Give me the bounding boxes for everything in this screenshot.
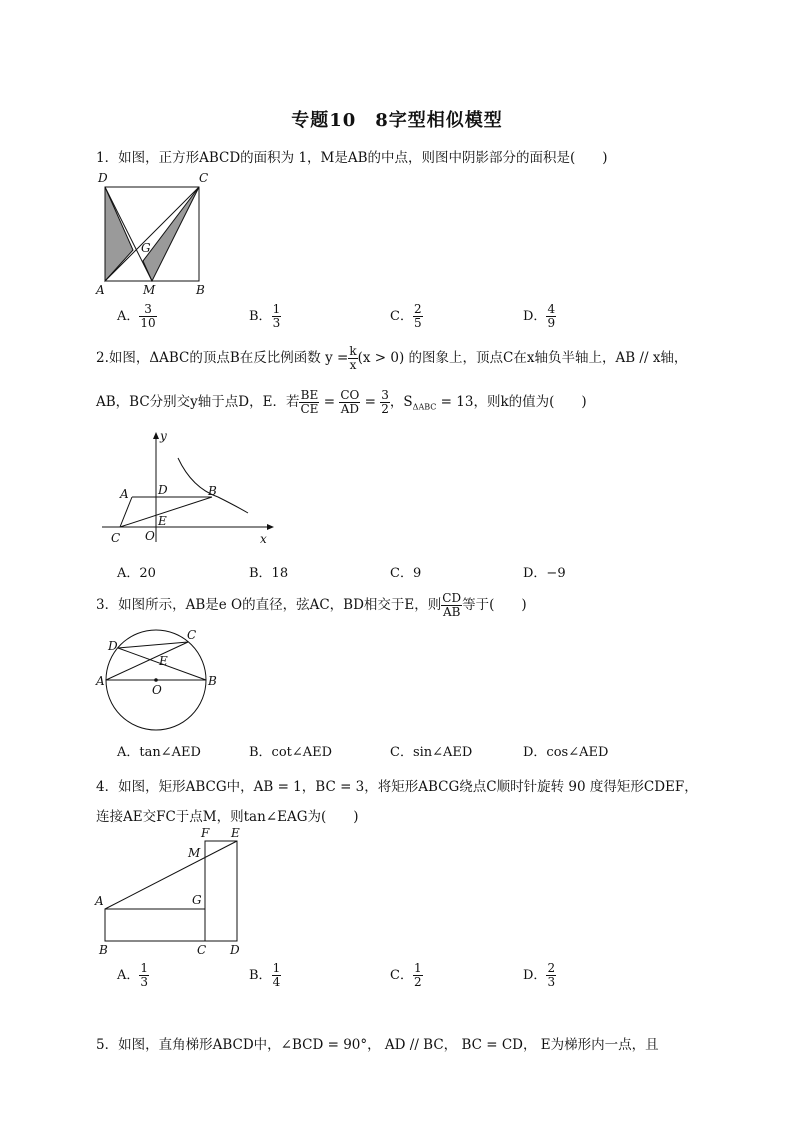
q3-label-o: O xyxy=(152,683,162,697)
q4-label-a: A xyxy=(95,894,104,908)
q3-option-d: D．cos∠AED xyxy=(523,745,609,760)
q4-label-e: E xyxy=(231,826,240,840)
q1-option-d: D． $\frac{4}{9}$ xyxy=(523,302,556,330)
q4-label-c: C xyxy=(197,943,207,957)
q1-label-g: G xyxy=(141,241,151,255)
q1-option-b: B． $\frac{1}{3}$ xyxy=(249,302,281,330)
q2-label-y: y xyxy=(160,429,167,443)
q2-label-d: D xyxy=(158,483,168,497)
q3-label-d: D xyxy=(108,639,118,653)
q4-option-b: B． $\frac{1}{4}$ xyxy=(249,961,281,989)
q4-rect-cdef xyxy=(205,841,237,941)
q4-label-g: G xyxy=(192,893,202,907)
q2-option-d: D．−9 xyxy=(523,566,566,581)
q2-label-c: C xyxy=(111,531,121,545)
q3-label-b: B xyxy=(208,674,217,688)
q1-label-a: A xyxy=(96,283,105,297)
q4-label-b: B xyxy=(99,943,108,957)
q2-line-ac xyxy=(120,497,132,527)
q2-figure xyxy=(96,428,286,548)
q2-label-b: B xyxy=(208,484,217,498)
q2-label-a: A xyxy=(120,487,129,501)
q4-option-c: C． $\frac{1}{2}$ xyxy=(390,961,422,989)
q5-stem: 5．如图，直角梯形ABCD中，∠BCD = 90°， AD // BC， BC = CD， E为梯形内一点，且 xyxy=(96,1037,659,1053)
q1-label-m: M xyxy=(143,283,156,297)
q4-line1: 4．如图，矩形ABCG中，AB = 1，BC = 3，将矩形ABCG绕点C顺时针旋转 90 度得矩形CDEF， xyxy=(96,779,698,795)
q1-label-b: B xyxy=(196,283,205,297)
q4-label-f: F xyxy=(201,826,210,840)
q4-option-a: A． $\frac{1}{3}$ xyxy=(117,961,149,989)
q3-option-b: B．cot∠AED xyxy=(249,745,333,760)
q2-line2: AB，BC分别交y轴于点D，E．若 $\frac{BE}{CE}$ = $\frac{CO}{AD}$ = $\frac{3}{2}$ ，$S_{\Delta ABC} = 13$，则k的值为( ) xyxy=(96,388,587,416)
q1-figure xyxy=(92,170,212,300)
q1-stem: 1．如图，正方形ABCD的面积为 1，M是AB的中点，则图中阴影部分的面积是( ) xyxy=(96,150,608,166)
q3-stem: 3．如图所示，AB是e O的直径，弦AC，BD相交于E，则 $\frac{CD}{AB}$ 等于( ) xyxy=(96,591,527,619)
q4-line-ae xyxy=(105,841,237,909)
q4-label-m: M xyxy=(188,846,201,860)
q3-option-a: A．tan∠AED xyxy=(117,745,201,760)
q3-label-c: C xyxy=(187,628,197,642)
q2-label-e: E xyxy=(158,514,167,528)
q1-label-c: C xyxy=(199,171,209,185)
q2-line1: 2.如图，ΔABC的顶点B在反比例函数 y = $\frac{k}{x}$ (x > 0) 的图象上，顶点C在x轴负半轴上，AB // x轴， xyxy=(96,344,688,372)
q3-figure xyxy=(92,624,227,736)
q1-option-c: C． $\frac{2}{5}$ xyxy=(390,302,422,330)
q2-label-o: O xyxy=(145,529,155,543)
q2-option-c: C．9 xyxy=(390,566,422,581)
q3-option-c: C．sin∠AED xyxy=(390,745,473,760)
q3-center-dot xyxy=(154,678,158,682)
page-title: 专题10 8字型相似模型 xyxy=(291,110,503,131)
q2-option-a: A．20 xyxy=(117,566,156,581)
q3-label-a: A xyxy=(96,674,105,688)
q4-line2: 连接AE交FC于点M，则tan∠EAG为( ) xyxy=(96,809,359,825)
q3-label-e: E xyxy=(159,654,168,668)
q4-figure xyxy=(92,824,252,958)
q2-option-b: B．18 xyxy=(249,566,289,581)
q4-label-d: D xyxy=(230,943,240,957)
q1-label-d: D xyxy=(98,171,108,185)
q4-rect-abcg xyxy=(105,909,205,941)
q1-option-a: A． $\frac{3}{10}$ xyxy=(117,302,156,330)
q2-label-x: x xyxy=(260,532,267,546)
q4-option-d: D． $\frac{2}{3}$ xyxy=(523,961,556,989)
